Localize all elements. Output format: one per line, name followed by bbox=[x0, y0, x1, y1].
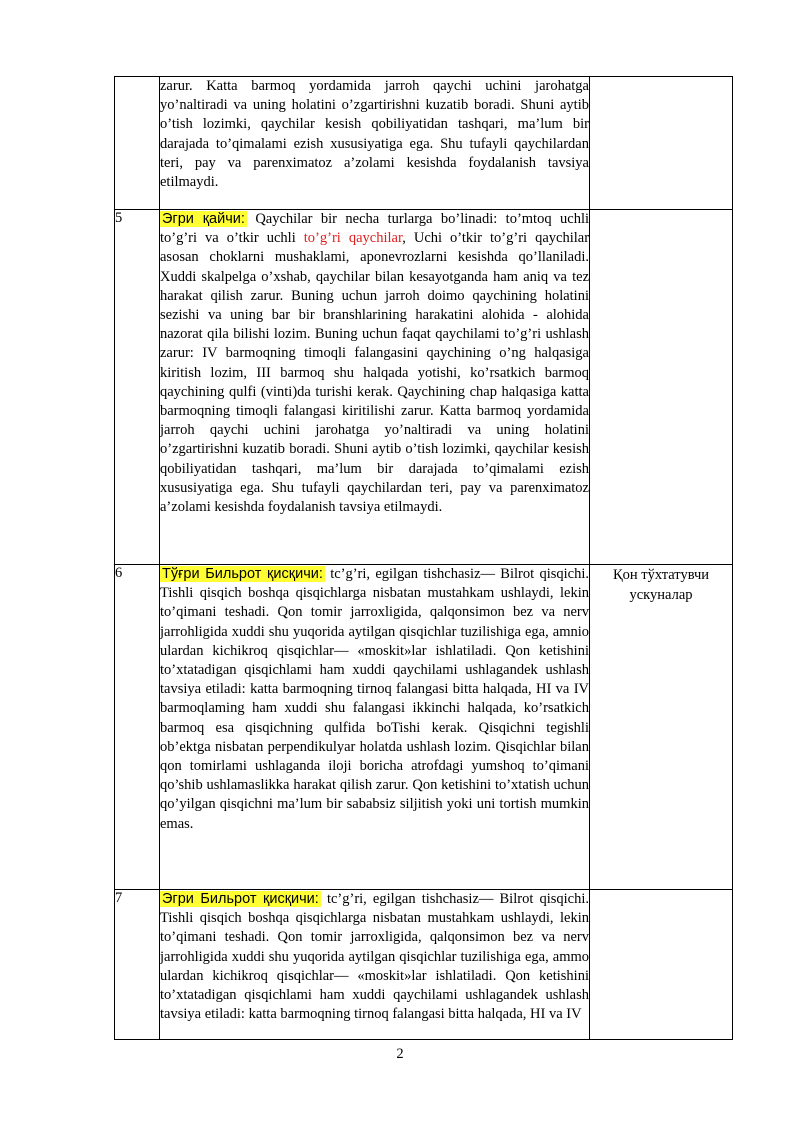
instrument-name: Эгри қайчи: bbox=[162, 211, 245, 227]
row-number: 6 bbox=[115, 565, 160, 890]
description-text bbox=[160, 210, 589, 517]
description-rest: , Uchi o’tkir to’g’ri qaychilar asosan choklarni mushaklami, aponevrozlarni kesishda qo’llaniladi. Xuddi skalpelga o’xshab, qaychilar bilan kesayotganda ham aniq va tez harakat qilish zarur. Buning uchun jarroh doimo qaychining holatini sezishi va uning bar bir branshlarining harakatini alohida - alohida nazorat qila bilishi lozim. Buning uchun faqat qaychilami to’g’ri ushlash zarur: IV barmoqning timoqli falangasini qaychining o’ng halqasiga kiritish lozim, III barmoq shu halqada yotishi, ko’rsatkich barmoq qaychining qulfi (vinti)da turishi kerak. Qaychining chap halqasiga katta barmoqning timoqli falangasi kiritilishi zarur. Katta barmoq yordamida jarroh qaychi uchini jarohatga yo’naltiradi va uning holatini o’zgartirishni kuzatib boradi. Shuni aytib o’tish lozimki, qaychilar kesish qobiliyatidan tashqari, ma’lum bir darajada to’qimalami ezish xususiyatiga ega. Shu tufayli qaychilardan teri, pay va parenximatoz a’zolami kesishda foydalanish tavsiya etilmaydi. bbox=[160, 230, 590, 516]
table-row bbox=[115, 565, 733, 890]
row-category bbox=[590, 210, 733, 565]
row-category: Қон тўхтатувчи ускуналар bbox=[590, 565, 733, 890]
row-number bbox=[115, 77, 160, 210]
description-body: tc’g’ri, egilgan tishchasiz— Bilrot qisqichi. Tishli qisqich boshqa qisqichlarga nisbatan mustahkam ushlaydi, lekin to’qimani teshadi. Qon tomir jarroxligida, qalqonsimon bez va nerv jarrohligida xuddi shu yuqorida aytilgan qisqichlar tuzilishiga ega, amnio ulardan kichikroq qisqichlar— «moskit»lar ishlatiladi. Qon ketishini to’xtatadigan qisqichlami ham xuddi qaychilami ushlagandek ushlash tavsiya etiladi: katta barmoqning tirnoq falangasi bitta halqada, HI va IV barmoqlaming ham xuddi shu falangasi ikkinchi halqada, ko’rsatkich barmoq esa qisqichning qulfida boTishi kerak. Qisqichni tegishli ob’ektga nisbatan perpendikulyar holatda ushlash lozim. Qisqichlar bilan qon tomirlami ushlaganda iloji boricha atrofdagi yumshoq to’qimani qo’shib ushlamaslikka harakat qilish zarur. Qon ketishini to’xtatish uchun qo’yilgan qisqichni ma’lum bir sababsiz siljitish yoki uni tortish mumkin emas. bbox=[160, 566, 589, 832]
row-category bbox=[590, 77, 733, 210]
table-row bbox=[115, 77, 733, 210]
instrument-name: Эгри Бильрот қисқичи: bbox=[162, 891, 319, 907]
row-number: 7 bbox=[115, 890, 160, 1040]
table-row bbox=[115, 210, 733, 565]
instrument-name: Тўғри Бильрот қисқичи: bbox=[162, 566, 323, 582]
table-row bbox=[115, 890, 733, 1040]
row-description bbox=[160, 890, 590, 1040]
row-category bbox=[590, 890, 733, 1040]
instruments-table bbox=[114, 76, 733, 1040]
highlighted-term: to’g’ri qaychilar bbox=[303, 230, 403, 247]
row-number: 5 bbox=[115, 210, 160, 565]
description-body: tc’g’ri, egilgan tishchasiz— Bilrot qisqichi. Tishli qisqich boshqa qisqichlarga nisbatan mustahkam ushlaydi, lekin to’qimani teshadi. Qon tomir jarroxligida, qalqonsimon bez va nerv jarrohligida xuddi shu yuqorida aytilgan qisqichlar tuzilishiga ega, ammo ulardan kichikroq qisqichlar— «moskit»lar ishlatiladi. Qon ketishini to’xtatadigan qisqichlami ham xuddi qaychilami ushlagandek ushlash tavsiya etiladi: katta barmoqning tirnoq falangasi bitta halqada, HI va IV bbox=[160, 891, 590, 1023]
row-description bbox=[160, 77, 590, 210]
description-text bbox=[160, 565, 589, 834]
description-text bbox=[160, 890, 589, 1024]
description-start: Qaychilar bir necha turlarga bo’linadi: to’mtoq uchli to’g’ri va o’tkir uchli bbox=[160, 211, 589, 247]
description-text: zarur. Katta barmoq yordamida jarroh qaychi uchini jarohatga yo’naltiradi va uning holatini o’zgartirishni kuzatib boradi. Shuni aytib o’tish lozimki, qaychilar kesish qobiliyatidan tashqari, ma’lum bir darajada to’qimalami ezish xususiyatiga ega. Shu tufayli qaychilardan teri, pay va parenximatoz a’zolami kesishda foydalanish tavsiya etilmaydi. bbox=[160, 78, 589, 191]
row-description bbox=[160, 565, 590, 890]
row-description bbox=[160, 210, 590, 565]
page-number: 2 bbox=[396, 1046, 404, 1062]
